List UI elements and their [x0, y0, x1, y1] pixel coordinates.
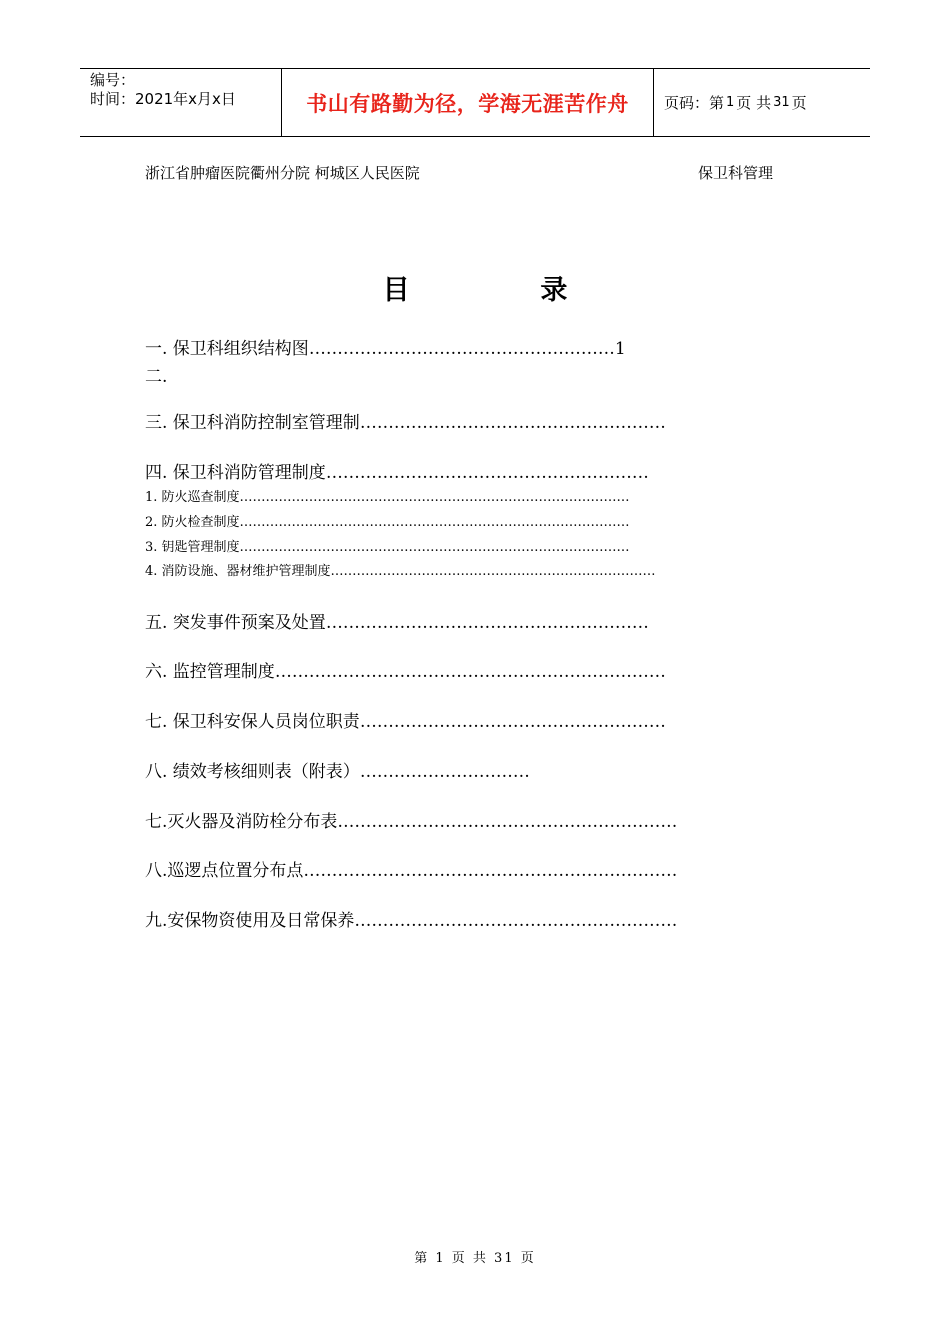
toc-item	[145, 511, 630, 530]
time-label: 时间：2021年x月x日	[90, 90, 236, 108]
toc-title-left: 目	[382, 275, 410, 306]
hospital-name: 浙江省肿瘤医院衢州分院 柯城区人民医院	[145, 164, 420, 182]
toc-item	[145, 486, 630, 505]
toc-item	[145, 536, 630, 555]
toc-item-leader: …………………………………………………………………	[330, 564, 656, 579]
toc-item	[145, 906, 677, 931]
toc-item-text: 一. 保卫科组织结构图	[145, 339, 309, 359]
toc-item-leader: ………………………………………………………………………………	[239, 515, 630, 530]
toc-item-leader: ……………………………………………………	[337, 812, 678, 832]
motto-text: 书山有路勤为径，学海无涯苦作舟	[306, 91, 629, 116]
toc-title-right: 录	[540, 275, 568, 306]
header-meta-cell	[80, 69, 282, 136]
toc-item-leader: ………………………………………………	[308, 339, 615, 359]
page-current: 1	[726, 95, 735, 110]
toc-item-leader: …………………………	[359, 762, 530, 782]
toc-title	[0, 268, 950, 307]
toc-item-text: 四. 保卫科消防管理制度	[145, 463, 326, 483]
toc-item	[145, 362, 167, 387]
toc-item-text: 五. 突发事件预案及处置	[145, 613, 326, 633]
toc-item-text: 六. 监控管理制度	[145, 662, 275, 682]
toc-item-leader: ………………………………………………………………………………	[239, 490, 630, 505]
toc-item-leader: …………………………………………………	[325, 613, 649, 633]
toc-item-text: 3. 钥匙管理制度	[145, 540, 240, 555]
toc-item	[145, 657, 666, 682]
toc-item-leader: ………………………………………………	[359, 413, 666, 433]
header-table	[80, 68, 870, 137]
toc-item-text: 八. 绩效考核细则表（附表）	[145, 762, 360, 782]
toc-item-text: 八.巡逻点位置分布点	[145, 861, 304, 881]
toc-item	[145, 856, 677, 881]
toc-item	[145, 334, 626, 359]
toc-item-text: 三. 保卫科消防控制室管理制	[145, 413, 360, 433]
toc-item-leader: …………………………………………………	[325, 463, 649, 483]
toc-item-leader: …………………………………………………	[354, 911, 678, 931]
toc-item-text: 二.	[145, 367, 168, 387]
toc-item-leader: ……………………………………………………………	[274, 662, 666, 682]
toc-item-text: 1. 防火巡查制度	[145, 490, 240, 505]
toc-item-leader: …………………………………………………………	[303, 861, 678, 881]
page-prefix: 页码：第	[664, 94, 725, 112]
page-suffix: 页	[791, 94, 807, 112]
number-label: 编号：	[90, 71, 136, 89]
toc-item-leader: ………………………………………………	[359, 712, 666, 732]
toc-item	[145, 757, 530, 782]
department-name: 保卫科管理	[698, 164, 774, 182]
toc-item	[145, 458, 649, 483]
toc-item-page: 1	[614, 339, 626, 359]
toc-item	[145, 408, 666, 433]
toc-item-text: 4. 消防设施、器材维护管理制度	[145, 564, 331, 579]
toc-item-text: 七.灭火器及消防栓分布表	[145, 812, 338, 832]
toc-item-text: 2. 防火检查制度	[145, 515, 240, 530]
page-footer: 第 1 页 共 31 页	[414, 1251, 536, 1266]
page-mid: 页 共	[736, 94, 772, 112]
toc-item	[145, 707, 666, 732]
page-total: 31	[773, 95, 790, 110]
motto-cell	[282, 69, 654, 136]
toc-item-text: 九.安保物资使用及日常保养	[145, 911, 355, 931]
toc-item	[145, 807, 677, 832]
toc-item	[145, 560, 656, 579]
page-number-cell	[654, 69, 870, 136]
toc-item-leader: ………………………………………………………………………………	[239, 540, 630, 555]
toc-item-text: 七. 保卫科安保人员岗位职责	[145, 712, 360, 732]
toc-item	[145, 608, 649, 633]
